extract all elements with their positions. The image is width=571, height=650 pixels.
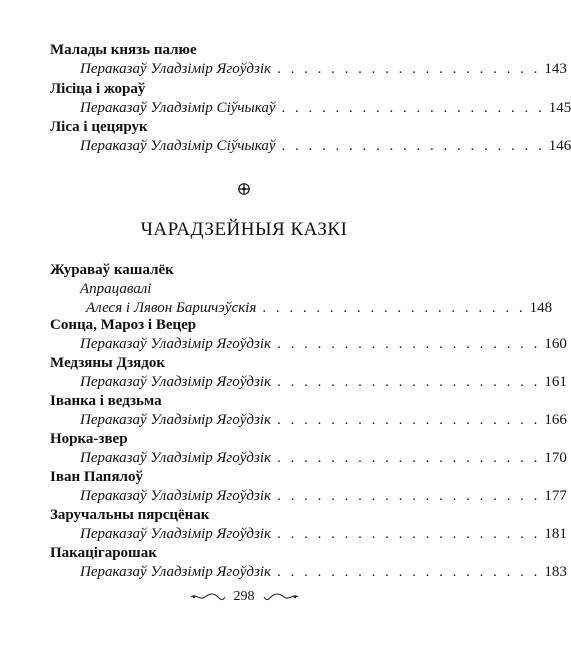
dot-leader: . . . . . . . . . . . . . . . . . . . . (277, 61, 541, 77)
entry-author: Пераказаў Уладзімір Ягоўдзік (80, 374, 272, 390)
section-title: ЧАРАДЗЕЙНЫЯ КАЗКІ (140, 219, 348, 240)
entry-author: Пераказаў Уладзімір Ягоўдзік (80, 564, 272, 580)
entry-credit: Апрацавалі (80, 281, 152, 297)
toc-entry (50, 506, 567, 544)
toc-entry (50, 316, 567, 354)
entry-title: Іван Папялоў (50, 469, 143, 485)
entry-title: Малады князь палюе (50, 42, 197, 58)
section-divider (0, 182, 488, 201)
entry-page: 161 (544, 374, 567, 390)
toc-entry (50, 354, 567, 392)
toc-entry (50, 261, 553, 318)
dot-leader: . . . . . . . . . . . . . . . . . . . . (277, 374, 541, 390)
dot-leader: . . . . . . . . . . . . . . . . . . . . (277, 450, 541, 466)
entry-page: 166 (544, 412, 567, 428)
dot-leader: . . . . . . . . . . . . . . . . . . . . (277, 564, 541, 580)
entry-title: Лісіца і жораў (50, 81, 146, 97)
toc-entry (50, 118, 571, 156)
entry-page: 160 (544, 336, 567, 352)
entry-page: 146 (548, 138, 571, 154)
entry-page: 145 (548, 100, 571, 116)
entry-page: 148 (529, 300, 553, 316)
dot-leader: . . . . . . . . . . . . . . . . . . . . (277, 336, 541, 352)
entry-author: Пераказаў Уладзімір Ягоўдзік (80, 526, 272, 542)
entry-title: Медзяны Дзядок (50, 355, 166, 371)
entry-line (80, 373, 567, 392)
entry-line (80, 563, 567, 582)
flourish-right-icon (263, 592, 299, 602)
entry-author: Пераказаў Уладзімір Ягоўдзік (80, 450, 272, 466)
dot-leader: . . . . . . . . . . . . . . . . . . . . (281, 138, 545, 154)
entry-author: Пераказаў Уладзімір Ягоўдзік (80, 336, 272, 352)
entry-title: Сонца, Мароз і Вецер (50, 317, 197, 333)
dot-leader: . . . . . . . . . . . . . . . . . . . . (262, 300, 526, 316)
toc-entry (50, 80, 571, 118)
entry-author: Пераказаў Уладзімір Ягоўдзік (80, 412, 272, 428)
entry-line (80, 411, 567, 430)
entry-line (80, 487, 567, 506)
entry-title: Заручальны пярсцёнак (50, 507, 210, 523)
toc-entry (50, 392, 567, 430)
entry-line (80, 335, 567, 354)
entry-author: Пераказаў Уладзімір Сіўчыкаў (80, 138, 276, 154)
entry-line (80, 449, 567, 468)
entry-author: Алеся і Лявон Баршчэўскія (86, 300, 257, 316)
entry-page: 170 (544, 450, 567, 466)
entry-page: 177 (544, 488, 567, 504)
ornament-icon (237, 182, 251, 196)
page-number: 298 (233, 589, 255, 604)
entry-line (80, 137, 571, 156)
toc-entry (50, 41, 567, 79)
flourish-left-icon (190, 592, 226, 602)
entry-page: 181 (544, 526, 567, 542)
entry-author: Пераказаў Уладзімір Ягоўдзік (80, 61, 272, 77)
dot-leader: . . . . . . . . . . . . . . . . . . . . (281, 100, 545, 116)
toc-entry (50, 468, 567, 506)
entry-line (80, 280, 348, 299)
entry-line (80, 60, 567, 79)
dot-leader: . . . . . . . . . . . . . . . . . . . . (277, 412, 541, 428)
entry-title: Ліса і цецярук (50, 119, 148, 135)
entry-page: 183 (544, 564, 567, 580)
page-footer (0, 589, 488, 605)
entry-title: Пакацігарошак (50, 545, 157, 561)
entry-line (80, 99, 571, 118)
entry-line (80, 525, 567, 544)
entry-title: Іванка і ведзьма (50, 393, 162, 409)
toc-entry (50, 544, 567, 582)
entry-author: Пераказаў Уладзімір Сіўчыкаў (80, 100, 276, 116)
entry-title: Жураваў кашалёк (50, 262, 174, 278)
toc-entry (50, 430, 567, 468)
entry-author: Пераказаў Уладзімір Ягоўдзік (80, 488, 272, 504)
dot-leader: . . . . . . . . . . . . . . . . . . . . (277, 488, 541, 504)
dot-leader: . . . . . . . . . . . . . . . . . . . . (277, 526, 541, 542)
entry-page: 143 (544, 61, 567, 77)
entry-title: Норка-звер (50, 431, 128, 447)
